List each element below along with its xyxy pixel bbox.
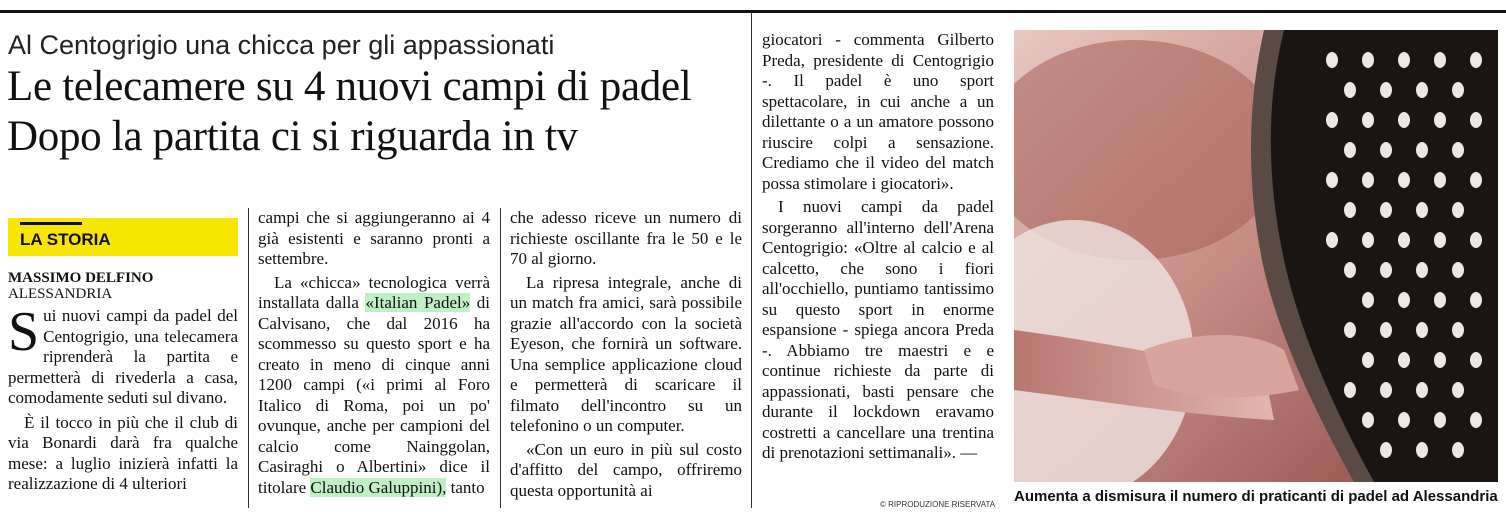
paragraph: campi che si aggiungeranno ai 4 già esistenti e saranno pronti a settembre. <box>258 208 490 268</box>
top-rule <box>0 10 1506 13</box>
paragraph-text: La «chicca» tecnologica verrà installata dalla <box>258 272 490 312</box>
racket-hole <box>1452 82 1464 98</box>
racket-hole <box>1434 292 1446 308</box>
racket-hole <box>1362 292 1374 308</box>
racket-hole <box>1344 142 1356 158</box>
article-column-1 <box>8 301 238 495</box>
racket-hole <box>1470 112 1482 128</box>
racket-hole <box>1470 352 1482 368</box>
racket-hole <box>1344 82 1356 98</box>
racket-hole <box>1434 172 1446 188</box>
racket-hole <box>1416 142 1428 158</box>
racket-hole <box>1380 82 1392 98</box>
racket-hole <box>1380 382 1392 398</box>
article-headline <box>7 62 747 162</box>
paragraph: giocatori - commenta Gilberto Preda, presidente di Centogrigio -. Il padel è uno sport spettacolare, in cui anche a un dilettante o a un amatore possono riuscire colpi a sensazione. Crediamo che il video del match possa stimolare i giocatori». <box>762 30 994 193</box>
racket-hole <box>1344 262 1356 278</box>
paragraph-text: tanto <box>446 477 485 497</box>
racket-hole <box>1326 52 1338 68</box>
byline <box>8 270 153 302</box>
racket-hole <box>1416 82 1428 98</box>
racket-hole <box>1398 412 1410 428</box>
racket-hole <box>1380 322 1392 338</box>
column-divider <box>500 208 501 508</box>
racket-hole <box>1416 382 1428 398</box>
racket-hole <box>1326 112 1338 128</box>
racket-hole <box>1452 442 1464 458</box>
racket-hole <box>1470 292 1482 308</box>
racket-hole <box>1398 292 1410 308</box>
headline-line-2: Dopo la partita ci si riguarda in tv <box>7 113 578 160</box>
article-kicker: Al Centogrigio una chicca per gli appassionati <box>8 30 555 60</box>
highlighted-text: «Italian Padel» <box>365 293 471 312</box>
racket-hole <box>1434 52 1446 68</box>
racket-hole <box>1398 52 1410 68</box>
racket-hole <box>1434 352 1446 368</box>
section-label-bar <box>20 222 82 225</box>
racket-hole <box>1434 112 1446 128</box>
drop-cap: S <box>8 301 40 363</box>
racket-hole <box>1344 202 1356 218</box>
racket-hole <box>1380 442 1392 458</box>
racket-hole <box>1362 232 1374 248</box>
racket-hole <box>1362 352 1374 368</box>
paragraph: che adesso riceve un numero di richieste oscillante fra le 50 e le 70 al giorno. <box>510 208 742 268</box>
paragraph-text: di Calvisano, che dal 2016 ha scommesso su questo sport e ha creato in meno di cinque anni 1200 campi («i primi al Foro Italico di Roma, poi un po' ovunque, anche per campioni del calcio come Nainggolan, Casiraghi o Albertini» dice il titolare <box>258 293 490 497</box>
paragraph-text: ui nuovi campi da padel del Centogrigio, una telecamera riprenderà la partita e permetterà di rivederla a casa, comodamente seduti sul divano. <box>8 306 238 407</box>
racket-hole <box>1434 412 1446 428</box>
racket-hole <box>1380 202 1392 218</box>
racket-hole <box>1434 232 1446 248</box>
racket-hole <box>1398 172 1410 188</box>
racket-hole <box>1452 262 1464 278</box>
headline-line-1: Le telecamere su 4 nuovi campi di padel <box>7 63 692 110</box>
racket-hole <box>1452 322 1464 338</box>
article-column-3 <box>510 208 742 501</box>
racket-hole <box>1326 232 1338 248</box>
section-label-box <box>8 218 238 256</box>
paragraph: La ripresa integrale, anche di un match fra amici, sarà possibile grazie all'accordo con la società Eyeson, che fornirà un software. Una semplice applicazione cloud e permetterà di scaricare il filmato dell'incontro su un telefonino o un computer. <box>510 272 742 435</box>
padel-photo <box>1014 30 1498 482</box>
racket-hole <box>1344 382 1356 398</box>
dateline-location: ALESSANDRIA <box>8 286 113 302</box>
racket-hole <box>1362 52 1374 68</box>
paragraph: «Con un euro in più sul costo d'affitto del campo, offriremo questa opportunità ai <box>510 439 742 500</box>
photo-caption: Aumenta a dismisura il numero di praticanti di padel ad Alessandria <box>1014 488 1498 505</box>
racket-hole <box>1416 442 1428 458</box>
racket-hole <box>1398 232 1410 248</box>
paragraph <box>258 273 490 499</box>
racket-hole <box>1470 172 1482 188</box>
racket-hole <box>1470 232 1482 248</box>
author-name: MASSIMO DELFINO <box>8 270 154 286</box>
racket-hole <box>1362 112 1374 128</box>
racket-hole <box>1470 412 1482 428</box>
article-column-2 <box>258 208 490 498</box>
paragraph: I nuovi campi da padel sorgeranno all'interno dell'Arena Centogrigio: «Oltre al calcio e al calcetto, che sono i fiori all'occhiello, puntiamo tantissimo su questo sport in enorme espansione - spiega ancora Preda -. Abbiamo tre maestri e e continue richieste da parte di appassionati, basti pensare che durante il lockdown eravamo costretti a cancellare una trentina di prenotazioni settimanali». — <box>762 197 994 462</box>
column-divider <box>248 208 249 508</box>
racket-hole <box>1380 262 1392 278</box>
racket-hole <box>1416 322 1428 338</box>
paragraph: È il tocco in più che il club di via Bonardi darà fra qualche mese: a luglio inizierà infatti la realizzazione di 4 ulteriori <box>8 412 238 493</box>
racket-hole <box>1452 142 1464 158</box>
padel-racket-illustration <box>1014 30 1498 482</box>
paragraph <box>8 301 238 409</box>
copyright-notice: © RIPRODUZIONE RISERVATA <box>880 500 996 509</box>
racket-hole <box>1398 352 1410 368</box>
highlighted-text: Claudio Galuppini), <box>310 477 447 497</box>
column-divider <box>751 12 752 508</box>
racket-hole <box>1380 142 1392 158</box>
racket-hole <box>1398 112 1410 128</box>
racket-hole <box>1416 202 1428 218</box>
section-label: LA STORIA <box>20 230 111 249</box>
racket-hole <box>1344 322 1356 338</box>
racket-hole <box>1362 172 1374 188</box>
article-column-4 <box>762 30 994 464</box>
racket-hole <box>1326 172 1338 188</box>
racket-hole <box>1452 382 1464 398</box>
racket-hole <box>1416 262 1428 278</box>
racket-hole <box>1362 412 1374 428</box>
racket-hole <box>1470 52 1482 68</box>
racket-hole <box>1452 202 1464 218</box>
